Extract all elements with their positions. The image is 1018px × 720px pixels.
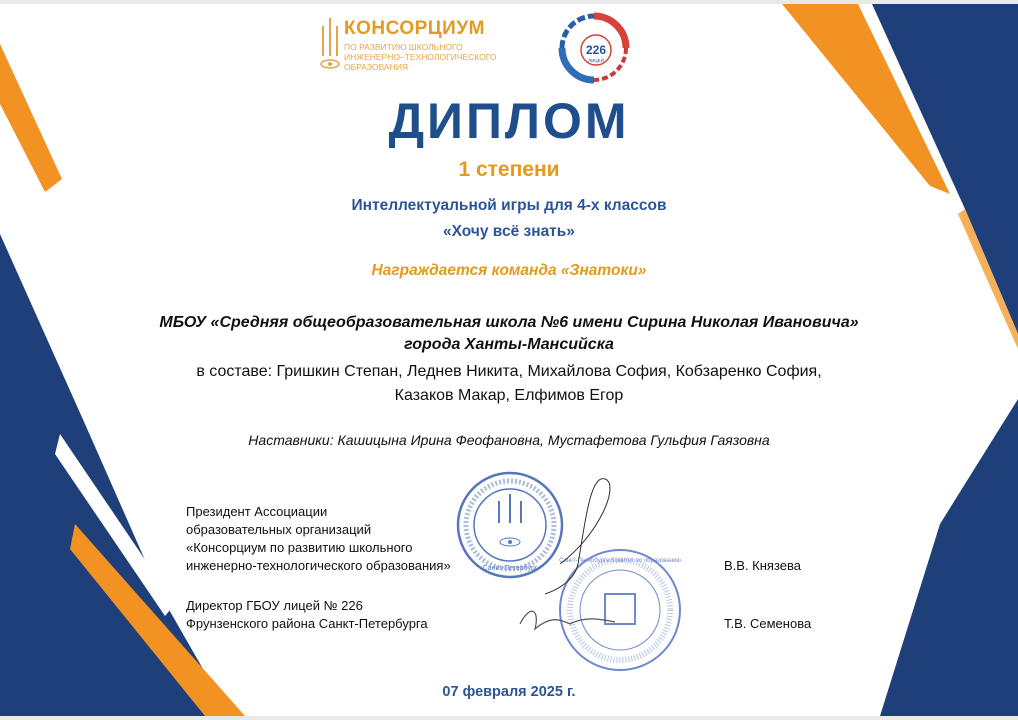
consortium-title: КОНСОРЦИУМ bbox=[344, 18, 485, 39]
event-name: Интеллектуальной игры для 4-х классов bbox=[351, 197, 667, 214]
lyceum-stamp bbox=[559, 550, 681, 670]
director-name: Т.В. Семенова bbox=[724, 616, 812, 631]
award-line: Награждается команда «Знатоки» bbox=[371, 262, 647, 279]
director-title: Директор ГБОУ лицей № 226 Фрунзенского района Санкт-Петербурга bbox=[186, 598, 428, 631]
diploma-date: 07 февраля 2025 г. bbox=[442, 684, 576, 700]
svg-text:Санкт-Петербург: Санкт-Петербург bbox=[482, 565, 538, 572]
diploma-title: ДИПЛОМ bbox=[388, 93, 630, 149]
diploma-degree: 1 степени bbox=[458, 158, 560, 181]
president-name: В.В. Князева bbox=[724, 558, 802, 573]
consortium-stamp bbox=[458, 473, 562, 577]
consortium-subtitle: ПО РАЗВИТИЮ ШКОЛЬНОГО ИНЖЕНЕРНО–ТЕХНОЛОГИЧЕСКОГО ОБРАЗОВАНИЯ bbox=[344, 42, 497, 72]
team-members: в составе: Гришкин Степан, Леднев Никита, Михайлова София, Кобзаренко София, Казаков Макар, Елфимов Егор bbox=[196, 363, 822, 404]
president-title: Президент Ассоциации образовательных организаций «Консорциум по развитию школьного инженерно-технологического образования» bbox=[186, 504, 451, 573]
mentors: Наставники: Кашицына Ирина Феофановна, Мустафетова Гульфия Гаязовна bbox=[248, 432, 770, 448]
school-name: МБОУ «Средняя общеобразовательная школа №6 имени Сирина Николая Ивановича» города Ханты-Мансийска bbox=[159, 314, 859, 353]
svg-text:226: 226 bbox=[585, 43, 607, 57]
svg-text:Санкт-Петербурга Комитет по об: Санкт-Петербурга Комитет по образованию bbox=[559, 558, 681, 564]
event-title: «Хочу всё знать» bbox=[443, 223, 575, 240]
stamps-and-signatures bbox=[0, 4, 1018, 716]
president-signature bbox=[545, 479, 610, 594]
svg-text:ЛИЦЕЙ: ЛИЦЕЙ bbox=[588, 58, 604, 63]
diploma-page bbox=[0, 4, 1018, 716]
